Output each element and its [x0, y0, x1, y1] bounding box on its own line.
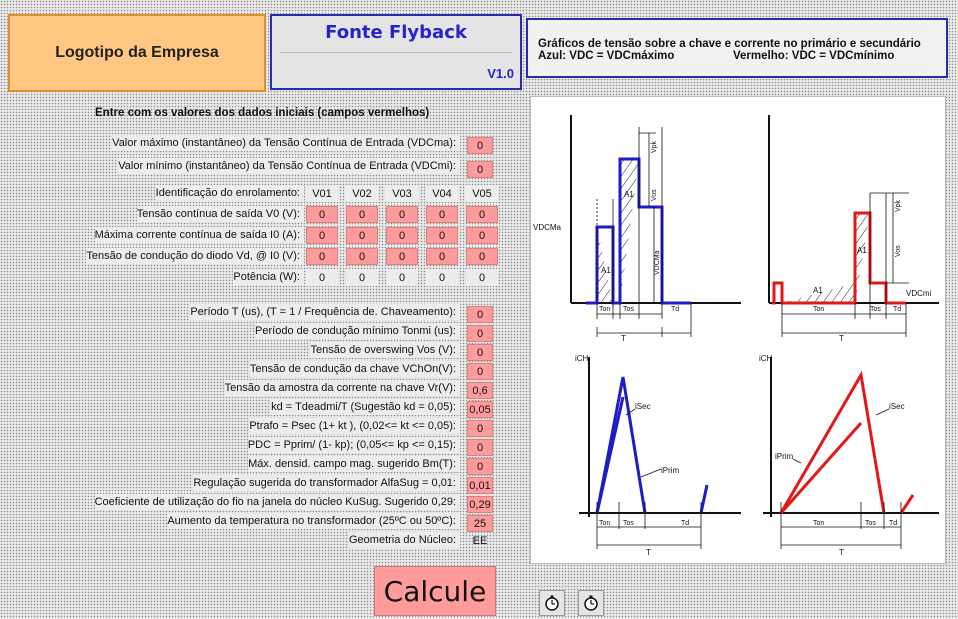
- ton-label: Ton: [813, 520, 825, 527]
- param-input[interactable]: 0: [467, 344, 493, 361]
- param-input[interactable]: 0,29: [467, 496, 493, 513]
- waveform-diagram: [531, 97, 945, 563]
- voltage-graph-blue: [533, 115, 741, 343]
- output-current-v02[interactable]: 0: [346, 227, 378, 244]
- ton-label: Ton: [813, 306, 825, 313]
- param-label: Aumento da temperatura no transformador (25ºC ou 50ºC):: [167, 513, 460, 529]
- calculate-button[interactable]: Calcule: [374, 566, 496, 616]
- title-divider: [280, 52, 512, 53]
- power-v01: 0: [306, 269, 338, 286]
- output-current-v01[interactable]: 0: [306, 227, 338, 244]
- stopwatch-button[interactable]: [578, 590, 604, 616]
- param-input[interactable]: 0: [467, 420, 493, 437]
- area-label: A1: [857, 246, 867, 255]
- vpk-label: Vpk: [651, 140, 658, 153]
- output-voltage-v01[interactable]: 0: [306, 206, 338, 223]
- vos-label: Vos: [651, 189, 658, 201]
- power-v02: 0: [346, 269, 378, 286]
- output-current-v03[interactable]: 0: [386, 227, 418, 244]
- description-red: Vermelho: VDC = VDCmínimo: [733, 50, 895, 62]
- power-v04: 0: [426, 269, 458, 286]
- iprim-label: iPrim: [661, 466, 680, 475]
- param-input[interactable]: 25: [467, 515, 493, 532]
- area-label: A1: [624, 190, 634, 199]
- param-input[interactable]: 0,6: [467, 382, 493, 399]
- ton-label: Ton: [599, 306, 611, 313]
- isec-label: iSec: [635, 402, 651, 411]
- graph-description: [526, 18, 948, 78]
- isec-label: iSec: [889, 402, 905, 411]
- diode-voltage-v03[interactable]: 0: [386, 248, 418, 265]
- title-box: [270, 14, 522, 90]
- form-heading: Entre com os valores dos dados iniciais (campos vermelhos): [95, 107, 430, 119]
- param-label: PDC = Pprim/ (1- kp); (0,05<= kp <= 0,15):: [248, 437, 460, 453]
- param-input[interactable]: 0: [467, 458, 493, 475]
- ich-label: iCH: [575, 354, 589, 363]
- description-blue: Azul: VDC = VDCmáximo: [538, 50, 675, 62]
- stopwatch-button[interactable]: [539, 590, 565, 616]
- td-label: Td: [681, 520, 690, 527]
- voltage-graph-red: [769, 115, 939, 343]
- param-label: Ptrafo = Psec (1+ kt ), (0,02<= kt <= 0,05):: [249, 418, 460, 434]
- period-label: T: [839, 334, 844, 343]
- param-label: Tensão de condução da chave VChOn(V):: [250, 361, 460, 377]
- output-voltage-v05[interactable]: 0: [466, 206, 498, 223]
- winding-id-label: Identificação do enrolamento:: [156, 185, 304, 201]
- tos-label: Tos: [870, 306, 881, 313]
- diode-voltage-v01[interactable]: 0: [306, 248, 338, 265]
- description-line: Gráficos de tensão sobre a chave e corrente no primário e secundário: [538, 38, 921, 50]
- param-label: Período de condução mínimo Tonmi (us):: [255, 323, 460, 339]
- vpk-label: Vpk: [895, 199, 902, 212]
- output-current-v04[interactable]: 0: [426, 227, 458, 244]
- company-logo: [8, 14, 266, 92]
- vdcmax-label: Valor máximo (instantâneo) da Tensão Contínua de Entrada (VDCma):: [112, 135, 460, 151]
- vdcma-vertical-label: VDCMa: [654, 250, 661, 275]
- col-header-v03: V03: [385, 185, 419, 202]
- app-title: Fonte Flyback: [325, 22, 467, 43]
- ton-label: Ton: [599, 520, 611, 527]
- diode-voltage-v04[interactable]: 0: [426, 248, 458, 265]
- tos-label: Tos: [623, 520, 634, 527]
- vdcmax-input[interactable]: 0: [467, 137, 493, 154]
- param-input[interactable]: 0: [467, 325, 493, 342]
- geometry-label: Geometria do Núcleo:: [349, 532, 460, 548]
- current-graph-red: [759, 354, 939, 557]
- param-input[interactable]: 0: [467, 363, 493, 380]
- param-label: Período T (us), (T = 1 / Frequência de. Chaveamento):: [190, 304, 460, 320]
- diode-voltage-v02[interactable]: 0: [346, 248, 378, 265]
- col-header-v05: V05: [465, 185, 499, 202]
- param-input[interactable]: 0: [467, 306, 493, 323]
- geometry-value[interactable]: EE: [472, 534, 488, 547]
- output-current-label: Máxima corrente contínua de saída I0 (A):: [95, 227, 304, 243]
- waveform-graph-panel: [530, 96, 946, 564]
- col-header-v01: V01: [305, 185, 339, 202]
- col-header-v04: V04: [425, 185, 459, 202]
- vdcmin-input[interactable]: 0: [467, 161, 493, 178]
- param-input[interactable]: 0,01: [467, 477, 493, 494]
- output-voltage-label: Tensão contínua de saída V0 (V):: [137, 206, 304, 222]
- td-label: Td: [893, 306, 902, 313]
- output-voltage-v04[interactable]: 0: [426, 206, 458, 223]
- power-v05: 0: [466, 269, 498, 286]
- output-voltage-v03[interactable]: 0: [386, 206, 418, 223]
- param-label: Coeficiente de utilização do fio na janela do núcleo KuSug. Sugerido 0,29:: [95, 494, 460, 510]
- current-graph-blue: [575, 354, 741, 557]
- param-label: Regulação sugerida do transformador AlfaSug = 0,01:: [193, 475, 460, 491]
- output-voltage-v02[interactable]: 0: [346, 206, 378, 223]
- stopwatch-icon: [582, 594, 600, 612]
- period-label: T: [621, 334, 626, 343]
- period-label: T: [646, 548, 651, 557]
- param-label: Tensão de overswing Vos (V):: [310, 342, 460, 358]
- param-input[interactable]: 0,05: [467, 401, 493, 418]
- diode-voltage-label: Tensão de condução do diodo Vd, @ I0 (V):: [86, 248, 304, 264]
- vdcmin-axis-label: VDCmi: [906, 289, 932, 298]
- diode-voltage-v05[interactable]: 0: [466, 248, 498, 265]
- param-label: Tensão da amostra da corrente na chave Vr(V):: [225, 380, 460, 396]
- period-label: T: [839, 548, 844, 557]
- td-label: Td: [889, 520, 898, 527]
- iprim-label: iPrim: [775, 452, 794, 461]
- param-label: Máx. densid. campo mag. sugerido Bm(T):: [248, 456, 460, 472]
- power-v03: 0: [386, 269, 418, 286]
- col-header-v02: V02: [345, 185, 379, 202]
- output-current-v05[interactable]: 0: [466, 227, 498, 244]
- td-label: Td: [671, 306, 680, 313]
- app-version: V1.0: [487, 66, 514, 81]
- tos-label: Tos: [865, 520, 876, 527]
- power-label: Potência (W):: [233, 269, 304, 285]
- vdcmin-label: Valor mínimo (instantâneo) da Tensão Contínua de Entrada (VDCmi):: [118, 158, 460, 174]
- area-label: A1: [813, 286, 823, 295]
- param-input[interactable]: 0: [467, 439, 493, 456]
- tos-label: Tos: [623, 306, 634, 313]
- logo-text: Logotipo da Empresa: [55, 44, 219, 61]
- stopwatch-icon: [543, 594, 561, 612]
- vdcmax-axis-label: VDCMa: [533, 223, 562, 232]
- param-label: kd = Tdeadmi/T (Sugestão kd = 0,05):: [271, 399, 460, 415]
- vos-label: Vos: [895, 245, 902, 257]
- area-label: A1: [601, 266, 611, 275]
- ich-label: iCH: [759, 354, 773, 363]
